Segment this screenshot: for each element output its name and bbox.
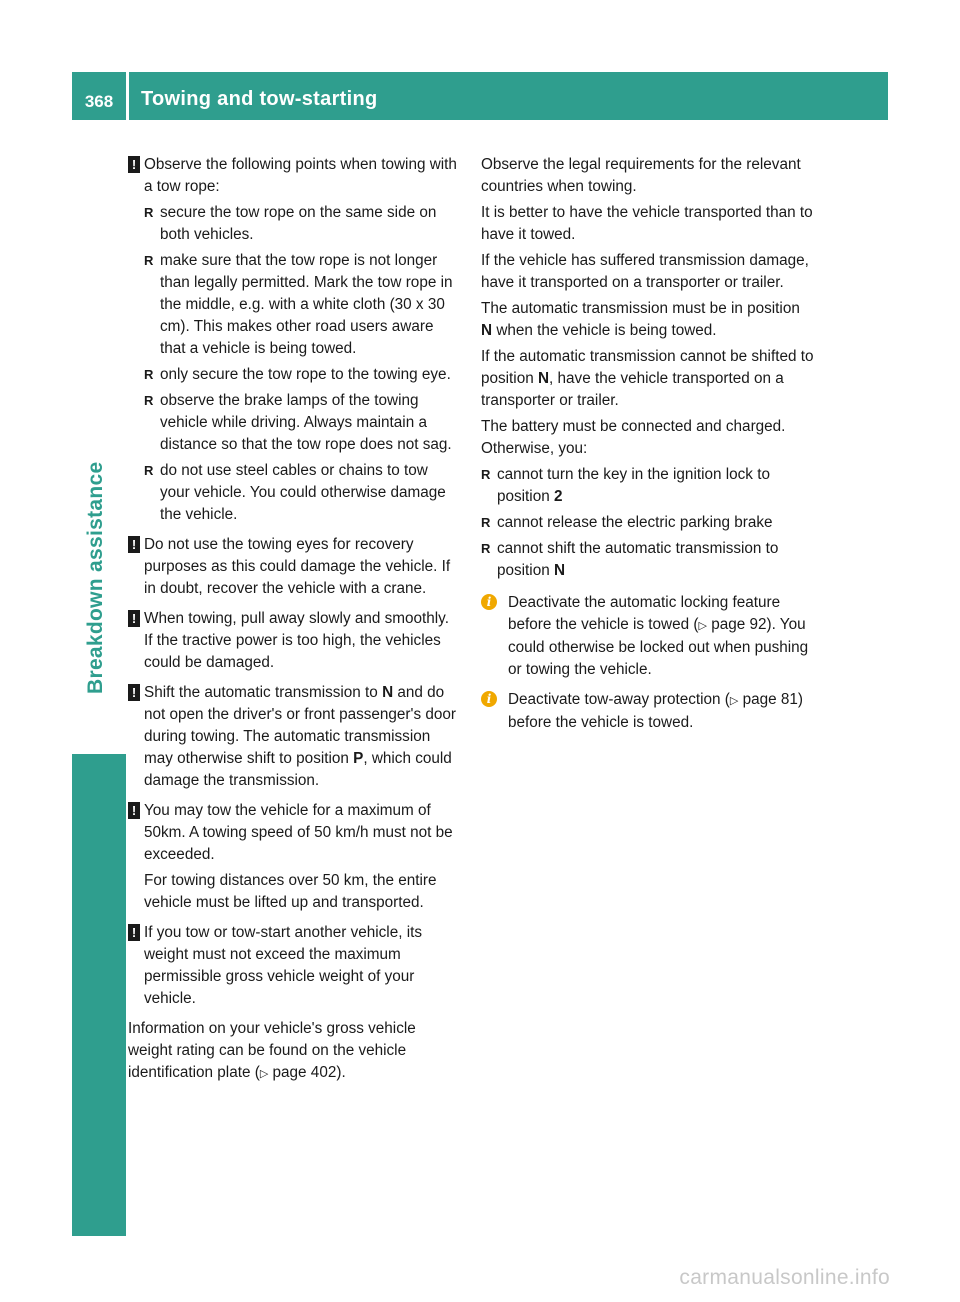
info-text	[508, 592, 814, 681]
info-icon: i	[481, 691, 497, 707]
text-run: The automatic transmission must be in position	[481, 300, 800, 317]
watermark: carmanualsonline.info	[679, 1266, 890, 1289]
paragraph	[128, 1018, 461, 1085]
list-item	[144, 364, 461, 386]
warning-icon: !	[128, 684, 140, 701]
bullet-icon: R	[144, 253, 154, 268]
text-run: ) before the vehicle is towed.	[508, 691, 804, 731]
left-column	[128, 154, 461, 1089]
page-reference[interactable]: page 402	[272, 1064, 337, 1081]
page-number: 368	[72, 72, 126, 120]
warning-note	[128, 682, 461, 792]
gear-position: N	[537, 370, 550, 387]
warning-note	[128, 800, 461, 914]
page-reference[interactable]: page 81	[742, 691, 798, 708]
bullet-icon: R	[144, 393, 154, 408]
warning-text: Observe the following points when towing with a tow rope:	[144, 156, 457, 195]
paragraph: If the vehicle has suffered transmission damage, have it transported on a transporter or trailer.	[481, 252, 809, 291]
bullet-icon: R	[481, 467, 491, 482]
paragraph: Observe the legal requirements for the relevant countries when towing.	[481, 156, 801, 195]
text-run: Information on your vehicle's gross vehicle weight rating can be found on the vehicle identification plate (	[128, 1020, 416, 1081]
warning-icon: !	[128, 924, 140, 941]
text-run: If the automatic transmission cannot be shifted to position	[481, 348, 814, 387]
paragraph	[481, 298, 814, 342]
list-item-text: cannot release the electric parking brake	[497, 514, 773, 531]
list-item	[481, 538, 814, 582]
warning-text: When towing, pull away slowly and smoothly. If the tractive power is too high, the vehicles could be damaged.	[144, 610, 449, 671]
text-run: Deactivate the automatic locking feature before the vehicle is towed (	[508, 594, 781, 633]
bullet-icon: R	[144, 463, 154, 478]
paragraph: It is better to have the vehicle transported than to have it towed.	[481, 204, 813, 243]
list-item	[481, 464, 814, 508]
bullet-icon: R	[144, 205, 154, 220]
text-run: when the vehicle is being towed.	[496, 322, 717, 339]
warning-icon: !	[128, 156, 140, 173]
gear-position: N	[481, 322, 493, 339]
right-column	[481, 154, 814, 742]
text-run: , have the vehicle transported on a transporter or trailer.	[481, 370, 784, 409]
info-icon: i	[481, 594, 497, 610]
section-header: Towing and tow-starting	[129, 72, 888, 120]
list-item	[144, 250, 461, 360]
list-item-text: make sure that the tow rope is not longer than legally permitted. Mark the tow rope in the middle, e.g. with a white cloth (30 x 30 cm). This makes other road users aware that a vehicle is being towed.	[160, 252, 453, 357]
list-item	[144, 390, 461, 456]
warning-text	[144, 682, 461, 792]
list-item-text: do not use steel cables or chains to tow your vehicle. You could otherwise damage the vehicle.	[160, 462, 446, 523]
info-note	[481, 592, 814, 681]
bullet-icon: R	[481, 515, 491, 530]
page-reference[interactable]: page 92	[711, 616, 767, 633]
paragraph	[481, 346, 814, 412]
page-reference-arrow-icon: ▷	[259, 1068, 269, 1080]
warning-text-continued: For towing distances over 50 km, the entire vehicle must be lifted up and transported.	[144, 872, 437, 911]
warning-text: Do not use the towing eyes for recovery purposes as this could damage the vehicle. If in doubt, recover the vehicle with a crane.	[144, 536, 451, 597]
list-item	[144, 460, 461, 526]
warning-icon: !	[128, 536, 140, 553]
list-item-text: observe the brake lamps of the towing vehicle while driving. Always maintain a distance so that the tow rope does not sag.	[160, 392, 452, 453]
text-run: , which could damage the transmission.	[144, 750, 452, 789]
info-note	[481, 689, 814, 734]
gear-position: P	[353, 750, 364, 767]
warning-icon: !	[128, 610, 140, 627]
list-item-text: cannot shift the automatic transmission to position	[497, 540, 779, 579]
list-item	[481, 512, 814, 534]
page-reference-arrow-icon: ▷	[729, 695, 739, 707]
warning-note	[128, 922, 461, 1010]
warning-note	[128, 154, 461, 526]
list-item-text: secure the tow rope on the same side on both vehicles.	[160, 204, 437, 243]
paragraph: The battery must be connected and charged. Otherwise, you:	[481, 418, 786, 457]
key-position: 2	[553, 488, 563, 505]
chapter-title: Breakdown assistance	[84, 461, 107, 694]
page-reference-arrow-icon: ▷	[698, 620, 707, 632]
text-run: Shift the automatic transmission to	[144, 684, 378, 701]
text-run: ).	[336, 1064, 346, 1081]
bullet-icon: R	[481, 541, 491, 556]
warning-note	[128, 608, 461, 674]
text-run: ). You could otherwise be locked out when pushing or towing the vehicle.	[508, 616, 809, 678]
warning-text: If you tow or tow-start another vehicle, its weight must not exceed the maximum permissible gross vehicle weight of your vehicle.	[144, 924, 423, 1007]
sidebar-block	[72, 754, 126, 1236]
text-run: and do not open the driver's or front passenger's door during towing. The automatic transmission may otherwise shift to position	[144, 684, 456, 767]
list-item	[144, 202, 461, 246]
bullet-icon: R	[144, 367, 154, 382]
gear-position: N	[382, 684, 394, 701]
list-item-text: cannot turn the key in the ignition lock to position	[497, 466, 770, 505]
warning-text: You may tow the vehicle for a maximum of 50km. A towing speed of 50 km/h must not be exceeded.	[144, 802, 453, 863]
warning-icon: !	[128, 802, 140, 819]
warning-note	[128, 534, 461, 600]
info-text	[508, 689, 814, 734]
text-run: Deactivate tow-away protection (	[508, 691, 730, 708]
list-item-text: only secure the tow rope to the towing eye.	[160, 366, 451, 383]
gear-position: N	[553, 562, 566, 579]
